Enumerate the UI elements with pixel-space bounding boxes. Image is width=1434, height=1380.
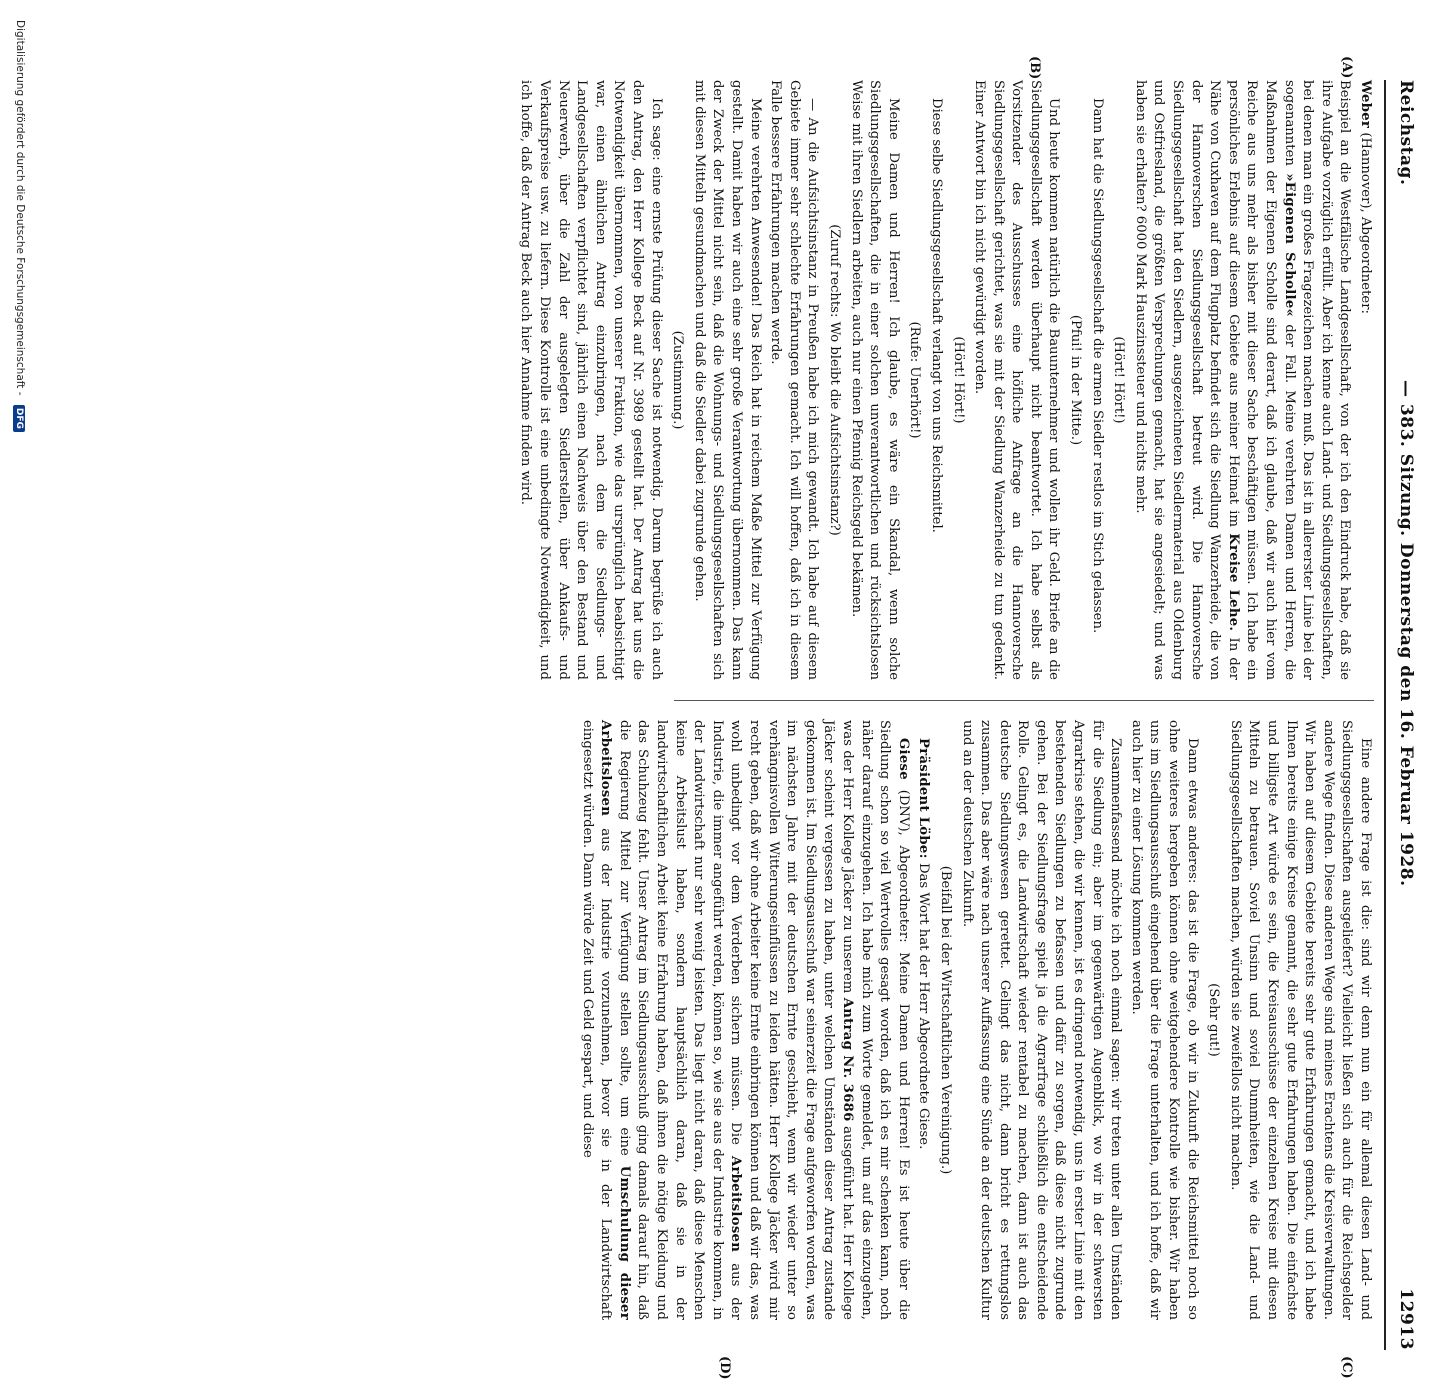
paragraph: Dann hat die Siedlungsgesellschaft die armen Siedler restlos im Stich gelassen. — [1089, 98, 1105, 634]
bold-run: Arbeitslosen — [728, 1156, 744, 1253]
interjection: (Hört! Hört!) — [1111, 336, 1127, 424]
paragraph: Meine verehrten Anwesenden! Das Reich hat in reichem Maße Mittel zur Verfügung gestellt. Damit haben wir auch eine sehr große Verantwortung übernommen. Das kann der Zweck der Mittel nicht sein, daß die Wohnungs- und Siedlungsgesellschaften sich mit diesen Mitteln gesundmachen und daß die Siedler dabei zugrunde gehen. — [691, 80, 763, 680]
text-run: (DNV), Abgeordneter: Meine Damen und Herren! Es ist heute über die Siedlung schon so viel Wertvolles gesagt worden, daß ich es mir schenken kann, noch näher darauf einzugehen. Ich habe mich zum Worte gemeldet, um auf das einzugehen, was der Herr Kollege Jäcker zu unserem — [839, 720, 911, 1320]
header-rule — [1384, 80, 1386, 1350]
text-run: der Fall. Meine verehrten Damen und Herren, die Maßnahmen der Eigenen Scholle sind derart, daß ich glaube, daß wir auch hier vom Reiche aus uns mehr als bisher mit dieser Sache beschäftigen müssen. Ich habe ein persönliches Erlebnis auf diesem Gebiete aus meiner Heimat im — [1225, 80, 1297, 680]
speaker-name: Weber — [1358, 80, 1373, 129]
president-label: Präsident Löbe: — [916, 738, 932, 859]
text-run: ausgeführt hat. Herr Kollege Jäcker scheint vergessen zu haben, unter welchen Umständen dieser Antrag zustande gekommen ist. Im Siedlungsausschuß war seinerzeit die Frage aufgeworfen worden, was im nächsten Jahre mit der deutschen Ernte geschieht, wenn wir wieder unter so verhängnisvollen Witterungseinflüssen zu leiden hätten. Herr Kollege Jäcker wird mir recht geben, daß wir ohne Arbeiter keine Ernte einbringen können und daß wir das, was wohl unbedingt vor dem Verderben sichern müssen. Die — [728, 720, 855, 1320]
text-run: In der Nähe von Cuxhaven auf dem Flugplatz befindet sich die Siedlung Wanzerheide, die von der Hannoverschen Siedlungsgesellschaft betreut wird. Die Hannoversche Siedlungsgesellschaft hat den Siedlern, ausgezeichneten Siedlermaterial aus Oldenburg und Ostfriesland, die größten Versprechungen gemacht, hat sie angesiedelt; und was haben sie erhalten? 6000 Mark Hauszinssteuer und nichts mehr. — [1132, 80, 1241, 680]
bold-run: Kreise Lehe. — [1225, 533, 1241, 632]
text-run: Beispiel an die Westfälische Landgesellschaft, von der ich den Eindruck habe, daß sie ihre Aufgabe vorzüglich erfüllt. Aber ich kenne auch Land- und Siedlungsgesellschaften, bei denen man ein großes Fragezeichen machen muß. Das ist in allererster Linie bei der sogenannten — [1281, 80, 1353, 680]
president-text: Das Wort hat der Herr Abgeordnete Giese. — [916, 862, 932, 1150]
text-run: aus der Industrie, die immer angeführt werden, können so, wie sie aus der Industrie kommen, in der Landwirtschaft nur sehr wenig leisten. Das liegt nicht daran, daß diese Menschen keine Arbeitslust haben, sondern hauptsächlich daran, daß sie in der landwirtschaftlichen Arbeit keine Erfahrung haben, daß ihnen die nötige Kleidung und das Schuhzeug fehlt. Unser Antrag im Siedlungsausschuß ging damals darauf hin, daß die Regierung Mittel zur Verfügung stellen sollte, um eine — [616, 720, 744, 1320]
footer-text: Digitalisierung gefördert durch die Deutsche Forschungsgemeinschaft - — [14, 20, 26, 396]
speaker-party: (Hannover), Abgeordneter: — [1358, 128, 1373, 314]
speaker-line — [1355, 80, 1374, 680]
speaker-name: Giese — [895, 738, 911, 780]
margin-marker-c: (C) — [1339, 1356, 1354, 1379]
paragraph: Zusammenfassend möchte ich noch einmal sagen: wir treten unter allen Umständen für die Siedlung ein; aber im gegenwärtigen Augenblick, wo wir in der schwersten Agrarkrise stehen, die wir kennen, ist es dringend notwendig, uns in erster Linie mit den bestehenden Siedlungen zu befassen und dafür zu sorgen, daß diese nicht zugrunde gehen. Bei der Siedlungsfrage spielt ja die Agrarfrage schließlich die entscheidende Rolle. Gelingt es, die Landwirtschaft wieder rentabel zu machen, dann ist auch das deutsche Siedlungswesen gerettet. Gelingt das nicht, dann bricht es rettungslos zusammen. Das aber wäre nach unserer Auffassung eine Sünde an der deutschen Kultur und an der deutschen Zukunft. — [959, 720, 1124, 1320]
interjection: (Hört! Hört!) — [950, 336, 966, 424]
interjection: (Pfui! in der Mitte.) — [1068, 314, 1084, 446]
bold-run: »Eigenen Scholle« — [1281, 173, 1297, 318]
header-left: Reichstag. — [1396, 80, 1416, 186]
bold-run: Umschulung dieser Arbeitslosen — [598, 720, 632, 1320]
paragraph: Und heute kommen natürlich die Bauunternehmer und wollen ihr Geld. Briefe an die Siedlungsgesellschaft werden überhaupt nicht beantwortet. Ich habe selbst als Vorsitzender des Ausschusses eine höfliche Anfrage an die Hannoversche Siedlungsgesellschaft gerichtet, was sie mit der Siedlung Wanzerheide zu tun gedenkt. Einer Antwort bin ich nicht gewürdigt worden. — [972, 80, 1062, 680]
bold-run: Antrag Nr. 3686 — [839, 997, 855, 1122]
paragraph: Ich sage: eine ernste Prüfung dieser Sache ist notwendig. Darum begrüße ich auch den Antrag, den Herr Kollege Beck auf Nr. 3989 gestellt hat. Der Antrag hat uns die Notwendigkeit übernommen, von unserer Fraktion, wie das ursprünglich beabsichtigt war, einen ähnlichen Antrag einzubringen, nach dem die Siedlungs- und Landgesellschaften verpflichtet sind, jährlich einen Nachweis über den Bestand und Neuerwerb, über die Zahl der ausgelegten Siedlerstellen, über Ankaufs- und Verkaufspreise usw. zu liefern. Diese Kontrolle ist eine unbedingte Notwendigkeit, und ich hoffe, daß der Antrag Beck auch hier Annahme finden wird. — [518, 80, 664, 680]
text-run: aus der Industrie vorzunehmen, bevor sie in der Landwirtschaft eingesetzt würden. Dann würde Zeit und Geld gespart, und diese — [579, 720, 614, 1320]
interjection: (Zuruf rechts: Wo bleibt die Aufsichtsinstanz?) — [826, 224, 842, 536]
left-column — [518, 80, 1374, 680]
paragraph: — An die Aufsichtsinstanz in Preußen habe ich mich gewandt. Ich habe auf diesem Gebiete immer sehr schlechte Erfahrungen gemacht. Ich will hoffen, daß ich in diesem Falle bessere Erfahrungen machen werde. — [768, 80, 821, 680]
dfg-logo: DFG — [13, 405, 25, 432]
interjection: (Rufe: Unerhört!) — [907, 321, 923, 439]
paragraph: Dann etwas anderes: das ist die Frage, ob wir in Zukunft die Reichsmittel noch so ohne weiteres hergeben können ohne weitgehendere Kontrolle wie bisher. Wir haben uns im Siedlungsausschuß eingehend über die Frage unterhalten, und ich hoffe, daß wir auch hier zu einer Lösung kommen werden. — [1128, 720, 1200, 1320]
paragraph: Eine andere Frage ist die: sind wir denn nun ein für allemal diesen Land- und Siedlungsgesellschaften ausgeliefert? Vielleicht ließen sich auch für die Reichsgelder andere Wege finden. Diese anderen Wege sind meines Erachtens die Kreisverwaltungen. Wir haben auf diesem Gebiete bereits sehr gute Erfahrungen gemacht, und ich habe Ihnen bereits einige Kreise genannt, die sehr gute Erfahrungen haben. Die einfachste und billigste Art würde es sein, die Kreisausschüsse der einzelnen Kreise mit diesen Mitteln zu betrauen. Soviel Unsinn und soviel Dummheiten, wie die Land- und Siedlungsgesellschaften machen, würden sie zweifellos nicht machen. — [1227, 720, 1373, 1320]
page-number: 12913 — [1396, 1288, 1416, 1350]
margin-marker-b: (B) — [1027, 56, 1042, 80]
president-line — [914, 720, 933, 1320]
paragraph: Diese selbe Siedlungsgesellschaft verlangt von uns Reichsmittel. — [928, 98, 944, 533]
paragraph — [1130, 80, 1353, 680]
digitization-footer — [4, 20, 26, 1000]
interjection: (Beifall bei der Wirtschaftlichen Vereinigung.) — [937, 865, 953, 1175]
interjection: (Sehr gut!) — [1206, 983, 1222, 1057]
right-column — [579, 720, 1374, 1320]
margin-marker-d: (D) — [717, 1356, 732, 1380]
header-center: — 383. Sitzung. Donnerstag den 16. Februar 1928. — [1396, 380, 1416, 887]
margin-marker-a: (A) — [1339, 56, 1354, 79]
paragraph — [577, 720, 912, 1320]
page-header — [1382, 80, 1426, 1350]
paragraph: Meine Damen und Herren! Ich glaube, es wäre ein Skandal, wenn solche Siedlungsgesellschaften, die in einer solchen unverantwortlichen und rücksichtslosen Weise mit ihren Siedlern arbeiten, auch nur einen Pfennig Reichsgeld bekämen. — [848, 80, 901, 680]
column-divider — [674, 700, 1374, 701]
interjection: (Zustimmung.) — [670, 330, 686, 430]
